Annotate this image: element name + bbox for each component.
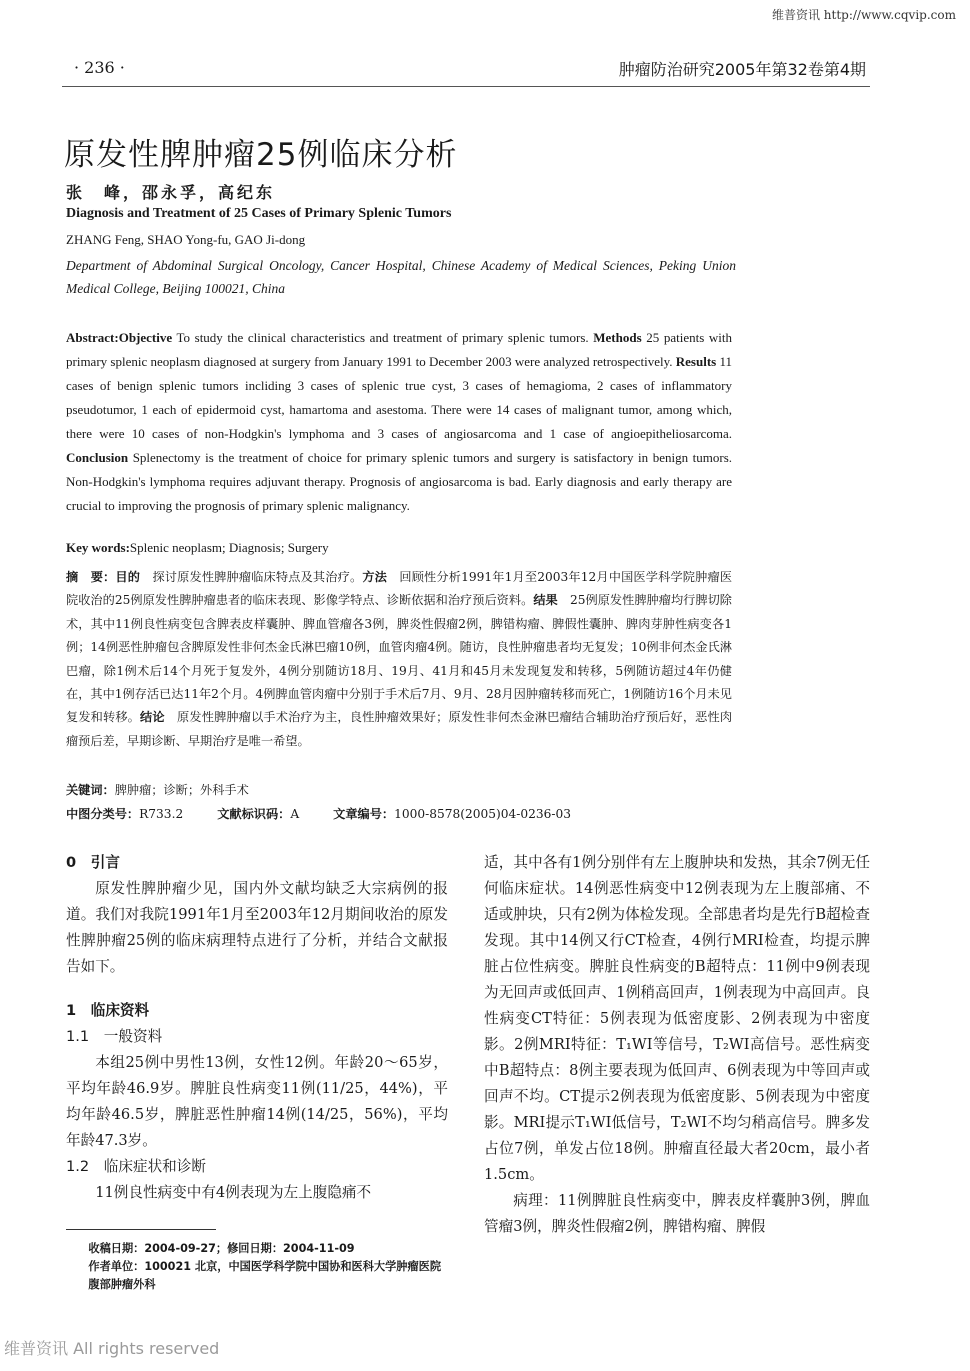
title-chinese: 原发性脾肿瘤25例临床分析: [64, 137, 458, 173]
title-english: Diagnosis and Treatment of 25 Cases of Primary Splenic Tumors: [66, 206, 452, 221]
section-1-heading: 1 临床资料: [66, 1002, 150, 1019]
abstract-chinese: [66, 566, 732, 753]
cn-results-text: 25例原发性脾肿瘤均行脾切除术，其中11例良性病变包含脾表皮样囊肿、脾血管瘤各3例，脾炎性假瘤2例，脾错构瘤、脾假性囊肿、脾肉芽肿性病变各1例；14例恶性肿瘤包含脾原发性非何杰金氏淋巴瘤10例，血管肉瘤4例。随访，良性肿瘤患者均无复发；10例非何杰金氏淋巴瘤，除1例术后14个月死于复发外，4例分别随访18月、19月、41月和45月未发现复发和转移，5例随访超过4年仍健在，其中1例存活已达11年2个月。4例脾血管肉瘤中分别于手术后7月、9月、28月因肿瘤转移而死亡，1例随访16个月未见复发和转移。: [66, 593, 732, 725]
keywords-label: Key words:: [66, 540, 130, 555]
cn-abstract-label: 摘 要：: [66, 570, 116, 584]
cn-keywords-text: 脾肿瘤；诊断；外科手术: [114, 783, 249, 797]
body-column-right: [484, 850, 870, 1240]
section-0-heading: 0 引言: [66, 854, 120, 871]
keywords-chinese: [66, 781, 249, 798]
conclusion-label: Conclusion: [66, 450, 129, 465]
doc-code-label: 文献标识码：: [217, 807, 291, 821]
section-1-1-heading: 1.1 一般资料: [66, 1028, 163, 1045]
clc-value: R733.2: [139, 807, 184, 821]
cn-objective-text: 探讨原发性脾肿瘤临床特点及其治疗。: [140, 570, 363, 584]
article-number-value: 1000-8578(2005)04-0236-03: [394, 807, 572, 821]
author-unit: 作者单位：100021 北京，中国医学科学院中国协和医科大学肿瘤医院腹部肿瘤外科: [88, 1260, 442, 1291]
site-watermark: 维普资讯 http://www.cqvip.com: [771, 8, 956, 22]
doc-code-value: A: [290, 807, 300, 821]
received-dates: 收稿日期：2004-09-27；修回日期：2004-11-09: [88, 1242, 355, 1255]
clc-label: 中图分类号：: [66, 807, 140, 821]
keywords-english: [66, 540, 329, 556]
cn-keywords-label: 关键词：: [66, 783, 115, 797]
cn-conclusion-text: 原发性脾肿瘤以手术治疗为主，良性肿瘤效果好；原发性非何杰金淋巴瘤结合辅助治疗预后好，恶性肉瘤预后差，早期诊断、早期治疗是唯一希望。: [66, 710, 733, 748]
footnote-rule: [66, 1229, 216, 1230]
cn-conclusion-label: 结论: [140, 710, 165, 725]
authors-english: ZHANG Feng, SHAO Yong-fu, GAO Ji-dong: [66, 232, 306, 247]
objective-label: Objective: [118, 330, 173, 345]
affiliation: Department of Abdominal Surgical Oncology, Cancer Hospital, Chinese Academy of Medical Sciences, Peking Union Medical College, Beijing 100021, China: [66, 258, 736, 296]
article-number-label: 文章编号：: [333, 807, 395, 821]
header-rule: [62, 86, 870, 87]
authors-chinese: 张 峰，邵永孚，高纪东: [66, 183, 276, 202]
page-number: · 236 ·: [74, 58, 125, 77]
cn-objective-label: 目的: [115, 570, 141, 584]
methods-label: Methods: [593, 330, 642, 345]
section-1-2-text: 11例良性病变中有4例表现为左上腹隐痛不: [95, 1184, 372, 1201]
footnote: [66, 1240, 450, 1294]
right-paragraph-1: 适，其中各有1例分别伴有左上腹肿块和发热，其余7例无任何临床症状。14例恶性病变中12例表现为左上腹部痛、不适或肿块，只有2例为体检发现。全部患者均是先行B超检查发现。其中14例又行CT检查，4例行MRI检查，均提示脾脏占位性病变。脾脏良性病变的B超特点：11例中9例表现为无回声或低回声、1例稍高回声，1例表现为中高回声。良性病变CT特征：5例表现为低密度影、2例表现为中密度影。2例MRI特征：T₁WI等信号，T₂WI高信号。恶性病变中B超特点：8例主要表现为低回声、6例表现为中等回声或回声不均。CT提示2例表现为低密度影、5例表现为中密度影。MRI提示T₁WI低信号，T₂WI不均匀稍高信号。脾多发占位7例，单发占位18例。肿瘤直径最大者20cm，最小者1.5cm。: [484, 854, 870, 1183]
body-column-left: [66, 850, 448, 1206]
classification-line: [66, 805, 571, 822]
right-paragraph-2: 病理：11例脾脏良性病变中，脾表皮样囊肿3例，脾血管瘤3例，脾炎性假瘤2例，脾错构瘤、脾假: [484, 1192, 870, 1235]
objective-text: To study the clinical characteristics and treatment of primary splenic tumors.: [172, 330, 594, 345]
abstract-label: Abstract:: [66, 330, 119, 345]
conclusion-text: Splenectomy is the treatment of choice for primary splenic tumors and surgery is satisfactory in benign tumors. Non-Hodgkin's lymphoma requires adjuvant therapy. Prognosis of angiosarcoma is bad. Early diagnosis and early therapy are crucial to improving the prognosis of primary splenic malignancy.: [66, 450, 732, 513]
cn-methods-label: 方法: [362, 570, 388, 584]
footer-watermark: 维普资讯 All rights reserved: [4, 1339, 220, 1358]
abstract-english: [66, 326, 732, 518]
section-0-text: 原发性脾肿瘤少见，国内外文献均缺乏大宗病例的报道。我们对我院1991年1月至2003年12月期间收治的原发性脾肿瘤25例的临床病理特点进行了分析，并结合文献报告如下。: [66, 880, 448, 975]
results-text: 11 cases of benign splenic tumors incliding 3 cases of splenic true cyst, 3 cases of hemagioma, 2 cases of inflammatory pseudotumor, 1 each of epidermoid cyst, hamartoma and asestoma. There were 14 cases of malignant tumor, among which, there were 10 cases of non-Hodgkin's lymphoma and 3 cases of angiosarcoma and 1 case of angioepitheliosarcoma.: [66, 354, 732, 441]
keywords-text: Splenic neoplasm; Diagnosis; Surgery: [129, 540, 329, 555]
methods-text: 25 patients with primary splenic neoplasm diagnosed at surgery from January 1991 to December 2003 were analyzed retrospectively.: [66, 330, 732, 369]
cn-methods-text: 回顾性分析1991年1月至2003年12月中国医学科学院肿瘤医院收治的25例原发性脾肿瘤患者的临床表现、影像学特点、诊断依据和治疗预后资料。: [66, 570, 733, 608]
results-label: Results: [675, 354, 717, 369]
cn-results-label: 结果: [533, 593, 558, 608]
section-1-1-text: 本组25例中男性13例，女性12例。年龄20～65岁，平均年龄46.9岁。脾脏良性病变11例(11/25，44%)，平均年龄46.5岁，脾脏恶性肿瘤14例(14/25，56%)，平均年龄47.3岁。: [66, 1054, 448, 1149]
section-1-2-heading: 1.2 临床症状和诊断: [66, 1158, 206, 1175]
journal-header: 肿瘤防治研究2005年第32卷第4期: [618, 60, 866, 79]
